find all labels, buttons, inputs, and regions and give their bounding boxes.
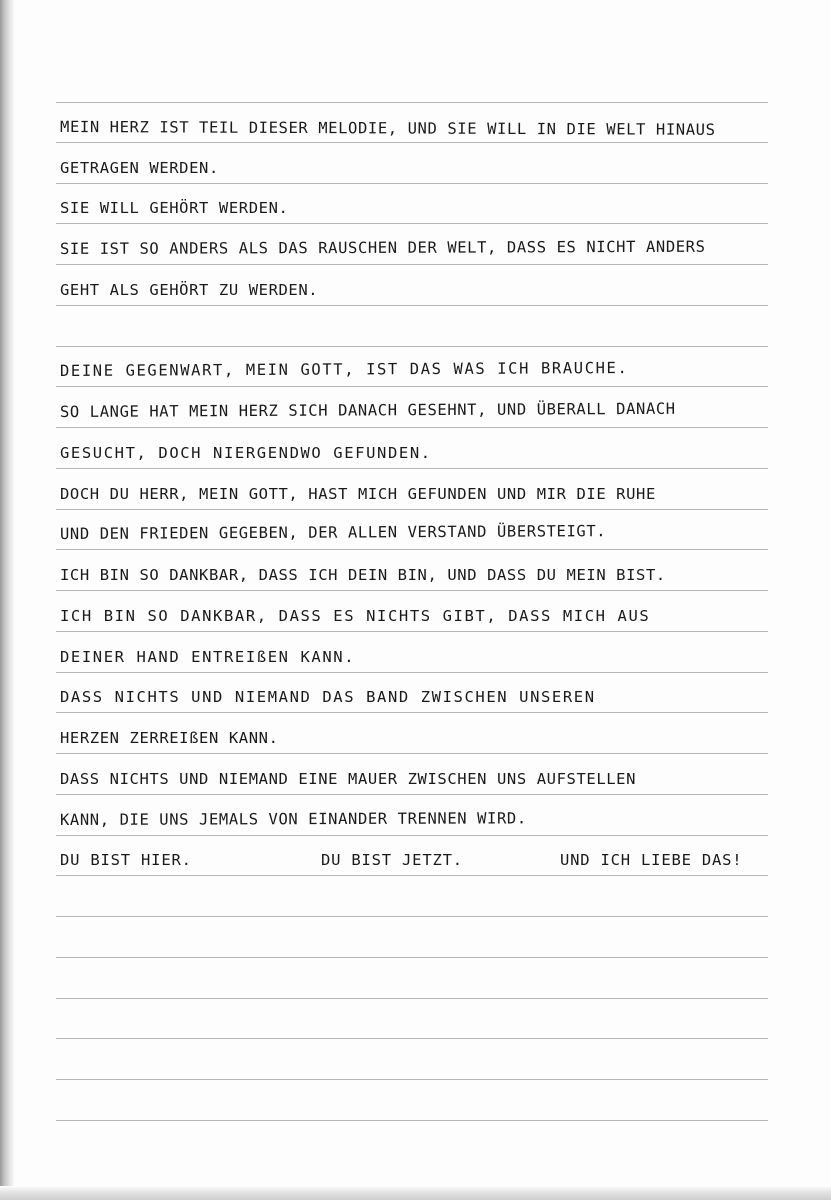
ruled-line-18 xyxy=(56,795,768,836)
closing-part-1: DU BIST HIER. xyxy=(60,851,192,870)
handwritten-line-1: MEIN HERZ IST TEIL DIESER MELODIE, UND SIE WILL IN DIE WELT HINAUS xyxy=(60,117,716,139)
ruled-lines xyxy=(56,102,768,1121)
handwritten-line-8: SO LANGE HAT MEIN HERZ SICH DANACH GESEHNT, UND ÜBERALL DANACH xyxy=(59,399,676,421)
handwritten-line-4: SIE IST SO ANDERS ALS DAS RAUSCHEN DER WELT, DASS ES NICHT ANDERS xyxy=(59,237,706,258)
ruled-line-8 xyxy=(56,387,768,428)
ruled-line-22 xyxy=(56,958,768,999)
ruled-line-6 xyxy=(56,306,768,347)
ruled-line-10 xyxy=(56,469,768,510)
handwritten-line-13: ICH BIN SO DANKBAR, DASS ES NICHTS GIBT, DASS MICH AUS xyxy=(60,606,651,625)
ruled-line-5 xyxy=(56,265,768,306)
handwritten-line-2: GETRAGEN WERDEN. xyxy=(60,158,219,177)
handwritten-line-3: SIE WILL GEHÖRT WERDEN. xyxy=(60,199,289,218)
ruled-line-14 xyxy=(56,632,768,673)
handwritten-line-14: DEINER HAND ENTREIßEN KANN. xyxy=(60,647,356,666)
ruled-line-13 xyxy=(56,591,768,632)
ruled-line-12 xyxy=(56,550,768,591)
handwritten-line-11: UND DEN FRIEDEN GEGEBEN, DER ALLEN VERSTAND ÜBERSTEIGT. xyxy=(59,522,607,544)
ruled-line-16 xyxy=(56,713,768,754)
handwritten-line-10: DOCH DU HERR, MEIN GOTT, HAST MICH GEFUNDEN UND MIR DIE RUHE xyxy=(60,484,656,503)
notebook-spine xyxy=(0,0,14,1200)
ruled-line-24 xyxy=(56,1039,768,1080)
page-bottom-edge xyxy=(0,1186,831,1200)
handwritten-line-18: KANN, DIE UNS JEMALS VON EINANDER TRENNEN WIRD. xyxy=(59,808,527,829)
ruled-line-7 xyxy=(56,347,768,388)
handwritten-line-7: DEINE GEGENWART, MEIN GOTT, IST DAS WAS ICH BRAUCHE. xyxy=(59,359,629,381)
ruled-line-3 xyxy=(56,184,768,225)
handwritten-line-12: ICH BIN SO DANKBAR, DASS ICH DEIN BIN, UND DASS DU MEIN BIST. xyxy=(60,566,666,584)
ruled-line-21 xyxy=(56,917,768,958)
handwritten-line-16: HERZEN ZERREIßEN KANN. xyxy=(60,729,279,747)
closing-part-3: UND ICH LIEBE DAS! xyxy=(560,851,743,870)
handwritten-line-5: GEHT ALS GEHÖRT ZU WERDEN. xyxy=(60,280,319,299)
ruled-line-25 xyxy=(56,1080,768,1121)
ruled-line-15 xyxy=(56,673,768,714)
ruled-line-17 xyxy=(56,754,768,795)
ruled-line-4 xyxy=(56,224,768,265)
ruled-line-20 xyxy=(56,876,768,917)
ruled-line-1 xyxy=(56,102,768,143)
handwritten-line-15: DASS NICHTS UND NIEMAND DAS BAND ZWISCHEN UNSEREN xyxy=(60,688,596,707)
ruled-line-2 xyxy=(56,143,768,184)
ruled-line-19 xyxy=(56,836,768,877)
ruled-line-9 xyxy=(56,428,768,469)
handwritten-line-9: GESUCHT, DOCH NIERGENDWO GEFUNDEN. xyxy=(60,443,432,462)
handwritten-line-17: DASS NICHTS UND NIEMAND EINE MAUER ZWISCHEN UNS AUFSTELLEN xyxy=(60,769,637,788)
ruled-line-11 xyxy=(56,510,768,551)
closing-part-2: DU BIST JETZT. xyxy=(321,851,463,870)
ruled-line-23 xyxy=(56,999,768,1040)
